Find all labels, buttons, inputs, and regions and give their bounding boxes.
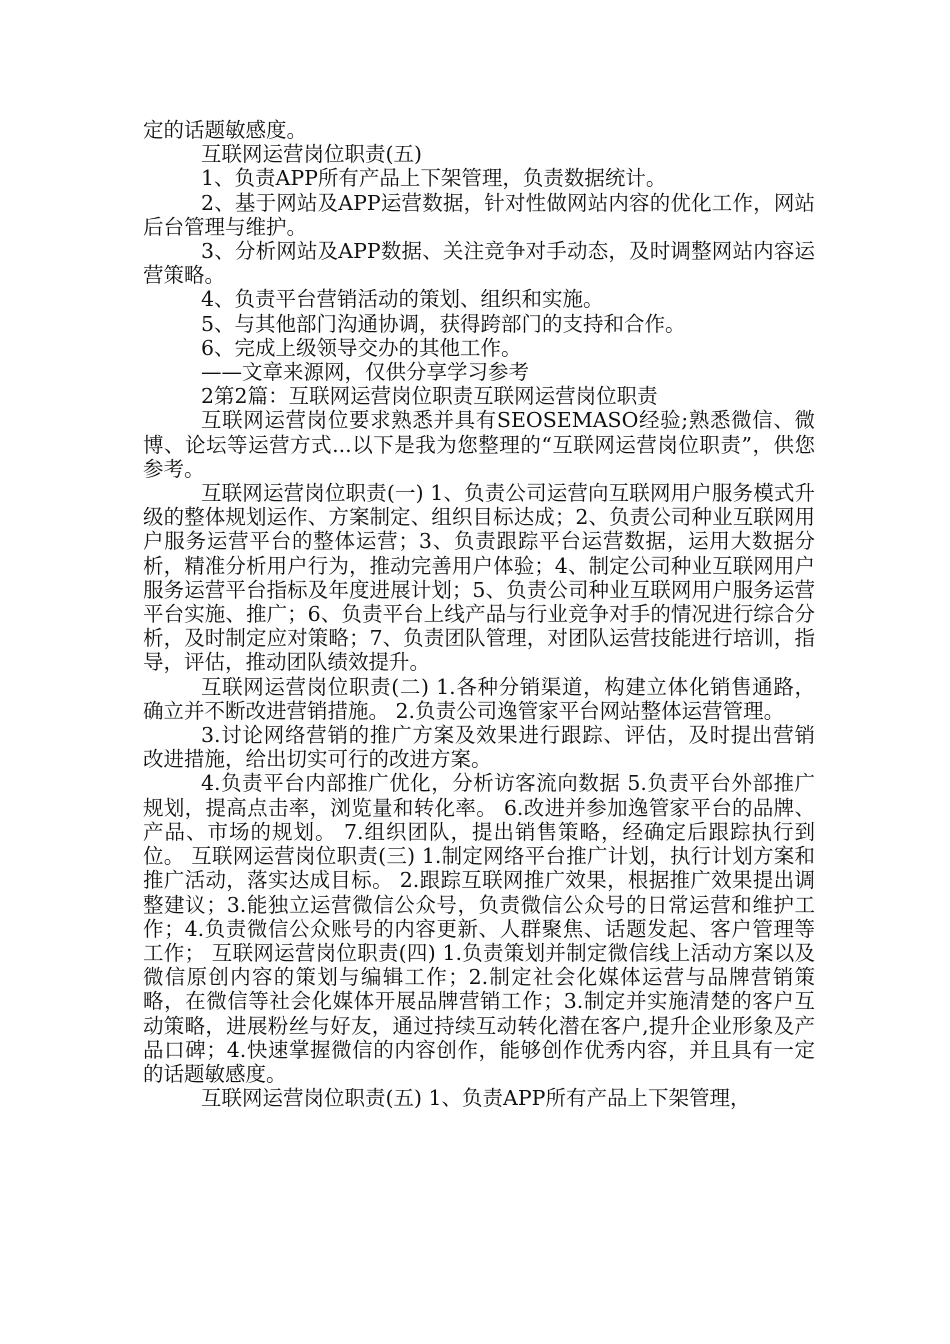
duty-item-3: 3、分析网站及APP数据、关注竞争对手动态，及时调整网站内容运营策略。 (143, 239, 815, 288)
duty-item-2: 2、基于网站及APP运营数据，针对性做网站内容的优化工作，网站后台管理与维护。 (143, 190, 815, 239)
duty-item-5: 5、与其他部门沟通协调，获得跨部门的支持和合作。 (201, 311, 686, 336)
duty-item-4: 4、负责平台营销活动的策划、组织和实施。 (201, 287, 604, 312)
duty-item-6: 6、完成上级领导交办的其他工作。 (201, 335, 522, 360)
duty-section-2-item-3: 3.讨论网络营销的推广方案及效果进行跟踪、评估，及时提出营销改进措施，给出切实可行的改进方案。 (143, 723, 815, 772)
article-2-intro: 互联网运营岗位要求熟悉并具有SEOSEMASO经验;熟悉微信、微博、论坛等运营方式...以下是我为您整理的“互联网运营岗位职责”，供您参考。 (143, 408, 815, 481)
source-note: ——文章来源网，仅供分享学习参考 (201, 360, 529, 385)
document-body (143, 118, 815, 1110)
article-2-title: 2第2篇：互联网运营岗位职责互联网运营岗位职责 (201, 384, 658, 409)
paragraph-continuation: 定的话题敏感度。 (143, 118, 307, 142)
section-heading-duty-5: 互联网运营岗位职责(五) (201, 142, 422, 167)
duty-section-2: 互联网运营岗位职责(二) 1.各种分销渠道，构建立体化销售通路，确立并不断改进营销措施。 2.负责公司逸管家平台网站整体运营管理。 (143, 674, 815, 723)
duty-section-1: 互联网运营岗位职责(一) 1、负责公司运营向互联网用户服务模式升级的整体规划运作、方案制定、组织目标达成；2、负责公司种业互联网用户服务运营平台的整体运营；3、负责跟踪平台运营数据，运用大数据分析，精准分析用户行为，推动完善用户体验；4、制定公司种业互联网用户服务运营平台指标及年度进展计划；5、负责公司种业互联网用户服务运营平台实施、推广；6、负责平台上线产品与行业竞争对手的情况进行综合分析，及时制定应对策略；7、负责团队管理，对团队运营技能进行培训，指导，评估，推动团队绩效提升。 (143, 481, 815, 675)
duty-section-2-to-4: 4.负责平台内部推广优化，分析访客流向数据 5.负责平台外部推广规划，提高点击率，浏览量和转化率。 6.改进并参加逸管家平台的品牌、产品、市场的规划。 7.组织团队，提出销售策略，经确定后跟踪执行到位。 互联网运营岗位职责(三) 1.制定网络平台推广计划，执行计划方案和推广活动，落实达成目标。 2.跟踪互联网推广效果，根据推广效果提出调整建议；3.能独立运营微信公众号，负责微信公众号的日常运营和维护工作；4.负责微信公众账号的内容更新、人群聚焦、话题发起、客户管理等工作； 互联网运营岗位职责(四) 1.负责策划并制定微信线上活动方案以及微信原创内容的策划与编辑工作；2.制定社会化媒体运营与品牌营销策略，在微信等社会化媒体开展品牌营销工作；3.制定并实施清楚的客户互动策略，进展粉丝与好友，通过持续互动转化潜在客户,提升企业形象及产品口碑；4.快速掌握微信的内容创作，能够创作优秀内容，并且具有一定的话题敏感度。 (143, 771, 815, 1086)
duty-section-5-start: 互联网运营岗位职责(五) 1、负责APP所有产品上下架管理， (201, 1086, 751, 1111)
duty-item-1: 1、负责APP所有产品上下架管理，负责数据统计。 (201, 166, 667, 191)
